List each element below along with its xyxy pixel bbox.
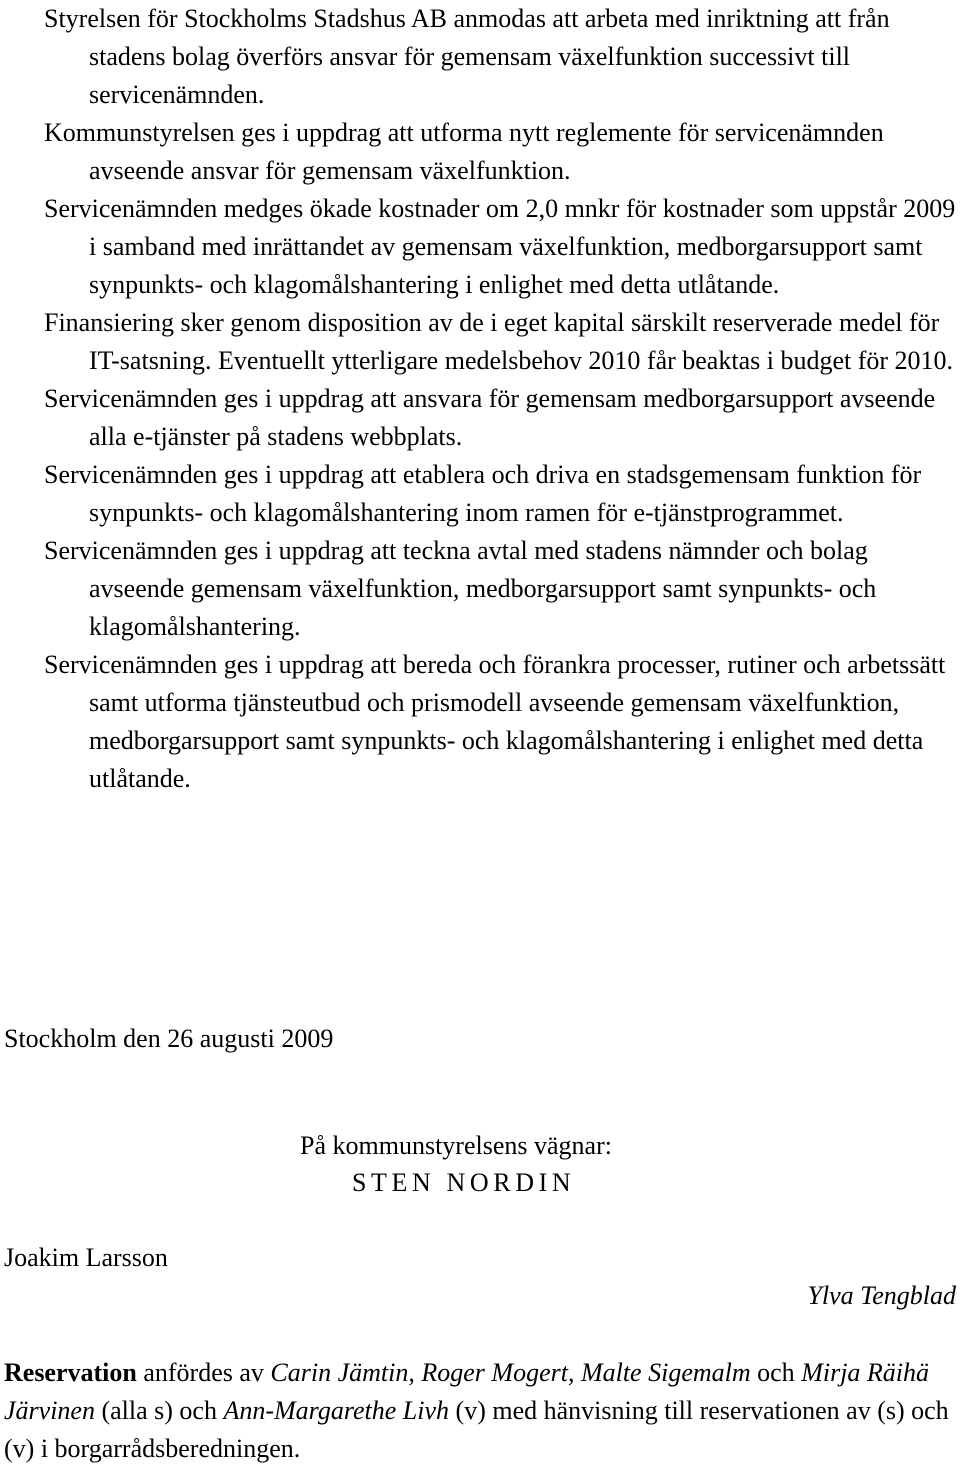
decision-item: Servicenämnden ges i uppdrag att bereda och förankra processer, rutiner och arbetssätt samt utforma tjänsteutbud och prismodell avseende gemensam växelfunktion, medborgarsupport samt synpunkts- och klagomålshantering i enlighet med detta utlåtande. — [44, 650, 946, 793]
decision-item: Servicenämnden ges i uppdrag att etablera och driva en stadsgemensam funktion för synpunkts- och klagomålshantering inom ramen för e-tjänstprogrammet. — [44, 460, 922, 527]
reservation-text: (alla s) och — [94, 1396, 224, 1425]
decision-item: Servicenämnden medges ökade kostnader om 2,0 mnkr för kostnader som uppstår 2009 i samband med inrättandet av gemensam växelfunktion, medborgarsupport samt synpunkts- och klagomålshantering i enlighet med detta utlåtande. — [44, 194, 956, 299]
reservation-paragraph — [4, 1354, 956, 1468]
date-line: Stockholm den 26 augusti 2009 — [4, 1024, 334, 1053]
chair-name: STEN NORDIN — [352, 1168, 576, 1197]
decision-item: Styrelsen för Stockholms Stadshus AB anmodas att arbeta med inriktning att från stadens bolag överförs ansvar för gemensam växelfunktion successivt till servicenämnden. — [44, 4, 890, 109]
reservation-name: Ann-Margarethe Livh — [223, 1396, 450, 1425]
signer-left: Joakim Larsson — [4, 1243, 168, 1272]
reservation-label: Reservation — [4, 1358, 137, 1387]
reservation-names: Carin Jämtin, Roger Mogert, Malte Sigemalm — [270, 1358, 751, 1387]
on-behalf-line: På kommunstyrelsens vägnar: — [300, 1131, 612, 1160]
decision-item: Servicenämnden ges i uppdrag att ansvara för gemensam medborgarsupport avseende alla e-tjänster på stadens webbplats. — [44, 384, 936, 451]
reservation-text: anfördes av — [136, 1358, 271, 1387]
reservation-name: Mirja Räihä Järvinen — [4, 1358, 930, 1425]
signer-right: Ylva Tengblad — [807, 1281, 956, 1310]
decision-item: Kommunstyrelsen ges i uppdrag att utforma nytt reglemente för servicenämnden avseende ansvar för gemensam växelfunktion. — [44, 118, 884, 185]
decision-item: Finansiering sker genom disposition av de i eget kapital särskilt reserverade medel för IT-satsning. Eventuellt ytterligare medelsbehov 2010 får beaktas i budget för 2010. — [44, 308, 954, 375]
reservation-text: (v) med hänvisning till reservationen av (s) och (v) i borgarrådsberedningen. — [4, 1396, 949, 1463]
decision-item: Servicenämnden ges i uppdrag att teckna avtal med stadens nämnder och bolag avseende gemensam växelfunktion, medborgarsupport samt synpunkts- och klagomålshantering. — [44, 536, 877, 641]
decision-list — [44, 0, 956, 798]
reservation-text: och — [750, 1358, 802, 1387]
